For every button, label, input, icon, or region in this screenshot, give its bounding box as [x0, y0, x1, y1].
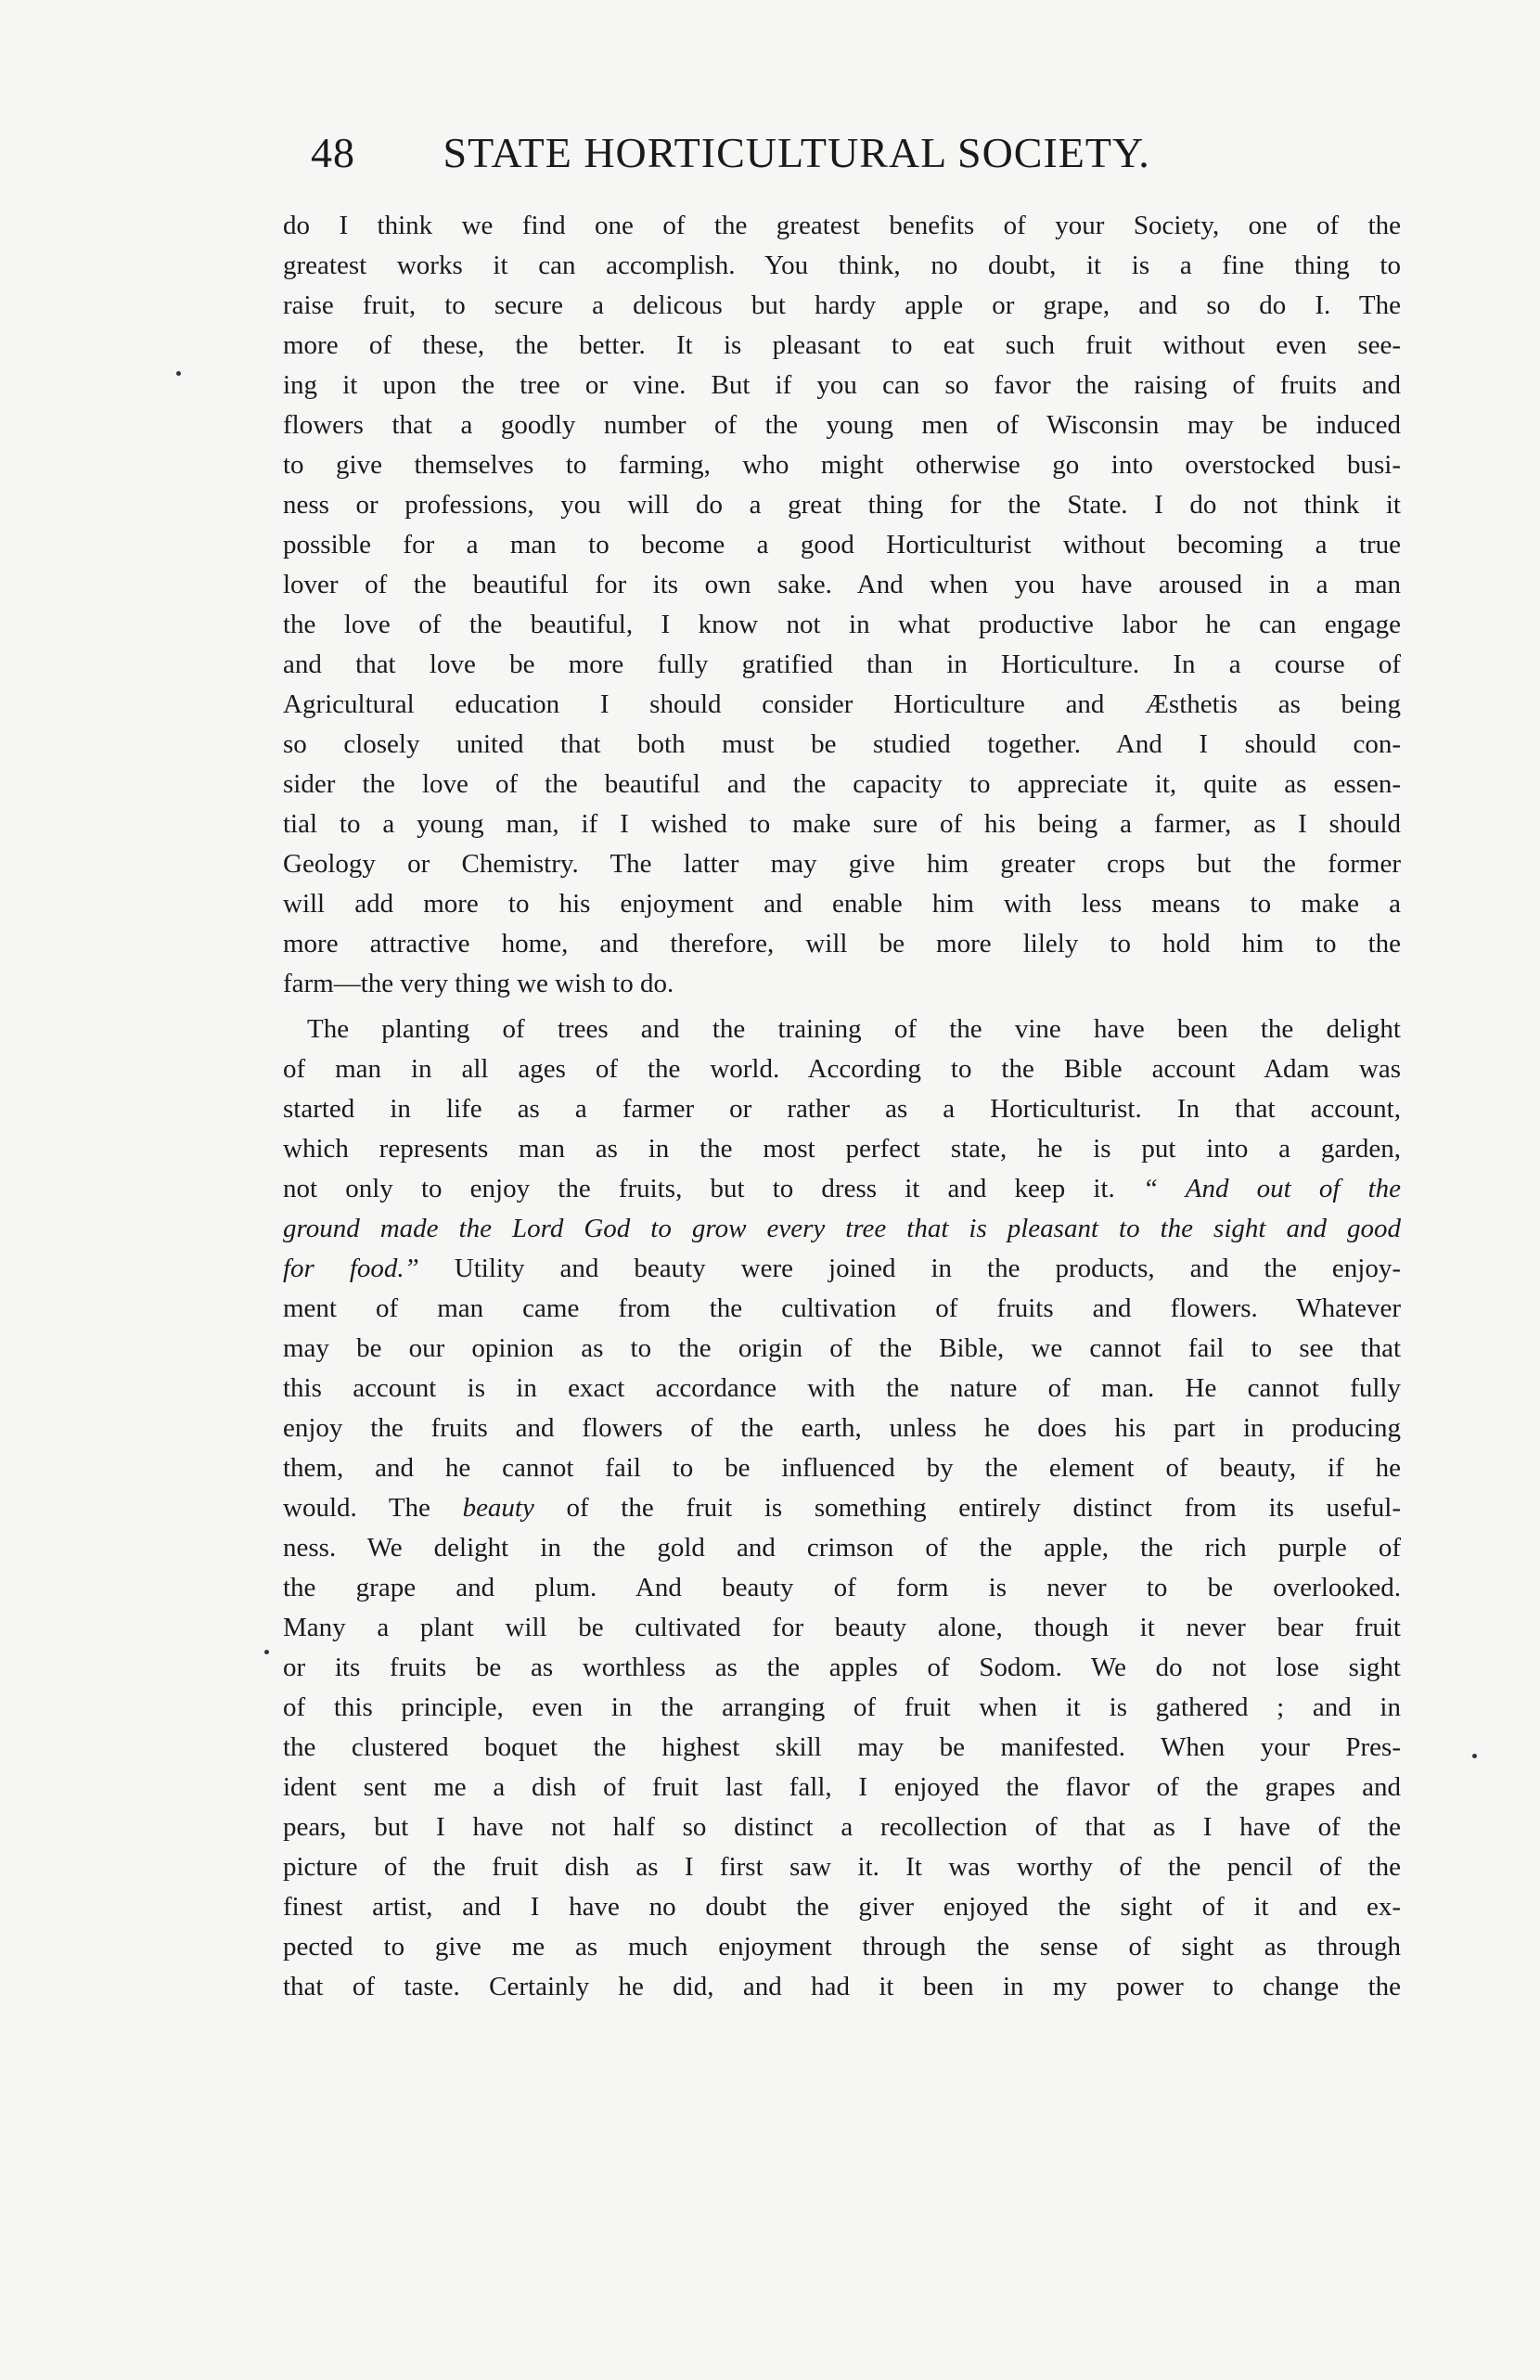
text-line: greatest works it can accomplish. You think, no doubt, it is a fine thing to — [283, 251, 1401, 280]
text-line: farm—the very thing we wish to do. — [283, 969, 674, 998]
text-line: Agricultural education I should consider Horticulture and Æsthetis as being — [283, 689, 1401, 719]
text-line: possible for a man to become a good Horticulturist without becoming a true — [283, 530, 1401, 560]
text-line: or its fruits be as worthless as the apples of Sodom. We do not lose sight — [283, 1653, 1401, 1682]
text-line: ness or professions, you will do a great thing for the State. I do not think it — [283, 490, 1401, 520]
text-line: to give themselves to farming, who might otherwise go into overstocked busi- — [283, 450, 1401, 480]
text-line: picture of the fruit dish as I first saw it. It was worthy of the pencil of the — [283, 1852, 1401, 1882]
text-line: them, and he cannot fail to be influenced by the element of beauty, if he — [283, 1453, 1401, 1483]
text-line: ing it upon the tree or vine. But if you can so favor the raising of fruits and — [283, 370, 1401, 400]
text-line: the grape and plum. And beauty of form is never to be overlooked. — [283, 1573, 1401, 1602]
text-line: started in life as a farmer or rather as a Horticulturist. In that account, — [283, 1094, 1401, 1124]
text-line: more of these, the better. It is pleasant to eat such fruit without even see- — [283, 330, 1401, 360]
text-line — [283, 1169, 1401, 1208]
text-line: that of taste. Certainly he did, and had it been in my power to change the — [283, 1972, 1401, 2001]
text-line: ness. We delight in the gold and crimson of the apple, the rich purple of — [283, 1533, 1401, 1563]
page-number: 48 — [311, 129, 355, 176]
text-line: flowers that a goodly number of the young men of Wisconsin may be induced — [283, 410, 1401, 440]
margin-speck — [176, 371, 181, 376]
italic-word: beauty — [462, 1493, 534, 1523]
text-span: would. The — [283, 1493, 430, 1523]
text-line: will add more to his enjoyment and enable him with less means to make a — [283, 889, 1401, 919]
italic-quote-line: ground made the Lord God to grow every tree that is pleasant to the sight and good — [283, 1214, 1401, 1243]
text-line: of man in all ages of the world. According to the Bible account Adam was — [283, 1054, 1401, 1084]
text-line: ment of man came from the cultivation of fruits and flowers. Whatever — [283, 1293, 1401, 1323]
text-line: may be our opinion as to the origin of the Bible, we cannot fail to see that — [283, 1333, 1401, 1363]
text-line: this account is in exact accordance with the nature of man. He cannot fully — [283, 1373, 1401, 1403]
text-line: enjoy the fruits and flowers of the earth, unless he does his part in producing — [283, 1413, 1401, 1443]
text-line: and that love be more fully gratified than in Horticulture. In a course of — [283, 650, 1401, 679]
margin-speck — [1472, 1754, 1477, 1758]
running-title: STATE HORTICULTURAL SOCIETY. — [443, 129, 1150, 176]
text-line: sider the love of the beautiful and the capacity to appreciate it, quite as essen- — [283, 769, 1401, 799]
text-line: do I think we find one of the greatest benefits of your Society, one of the — [283, 211, 1401, 240]
paragraph-first-line: The planting of trees and the training of the vine have been the delight — [307, 1014, 1401, 1044]
margin-speck — [264, 1650, 269, 1654]
text-line: finest artist, and I have no doubt the giver enjoyed the sight of it and ex- — [283, 1892, 1401, 1922]
text-line: of this principle, even in the arranging of fruit when it is gathered ; and in — [283, 1692, 1401, 1722]
text-line: more attractive home, and therefore, will be more lilely to hold him to the — [283, 929, 1401, 958]
text-line: the love of the beautiful, I know not in what productive labor he can engage — [283, 610, 1401, 639]
text-span: not only to enjoy the fruits, but to dress it and keep it. — [283, 1174, 1115, 1203]
text-span: of the fruit is something entirely distinct from its useful- — [566, 1493, 1401, 1523]
text-line: lover of the beautiful for its own sake. And when you have aroused in a man — [283, 570, 1401, 599]
text-line: so closely united that both must be studied together. And I should con- — [283, 729, 1401, 759]
running-head — [311, 128, 1248, 193]
text-line — [283, 1249, 1401, 1288]
text-line: ident sent me a dish of fruit last fall, I enjoyed the flavor of the grapes and — [283, 1772, 1401, 1802]
text-line: Many a plant will be cultivated for beauty alone, though it never bear fruit — [283, 1613, 1401, 1642]
text-line — [283, 1488, 1401, 1527]
text-line: pected to give me as much enjoyment through the sense of sight as through — [283, 1932, 1401, 1962]
italic-quote: for food.” — [283, 1254, 419, 1283]
text-line: the clustered boquet the highest skill may be manifested. When your Pres- — [283, 1732, 1401, 1762]
text-line: which represents man as in the most perfect state, he is put into a garden, — [283, 1134, 1401, 1164]
text-span: Utility and beauty were joined in the products, and the enjoy- — [454, 1254, 1401, 1283]
text-line: pears, but I have not half so distinct a recollection of that as I have of the — [283, 1812, 1401, 1842]
text-line: Geology or Chemistry. The latter may give him greater crops but the former — [283, 849, 1401, 879]
text-line: tial to a young man, if I wished to make sure of his being a farmer, as I should — [283, 809, 1401, 839]
italic-quote: “ And out of the — [1142, 1174, 1401, 1203]
text-line: raise fruit, to secure a delicous but hardy apple or grape, and so do I. The — [283, 290, 1401, 320]
